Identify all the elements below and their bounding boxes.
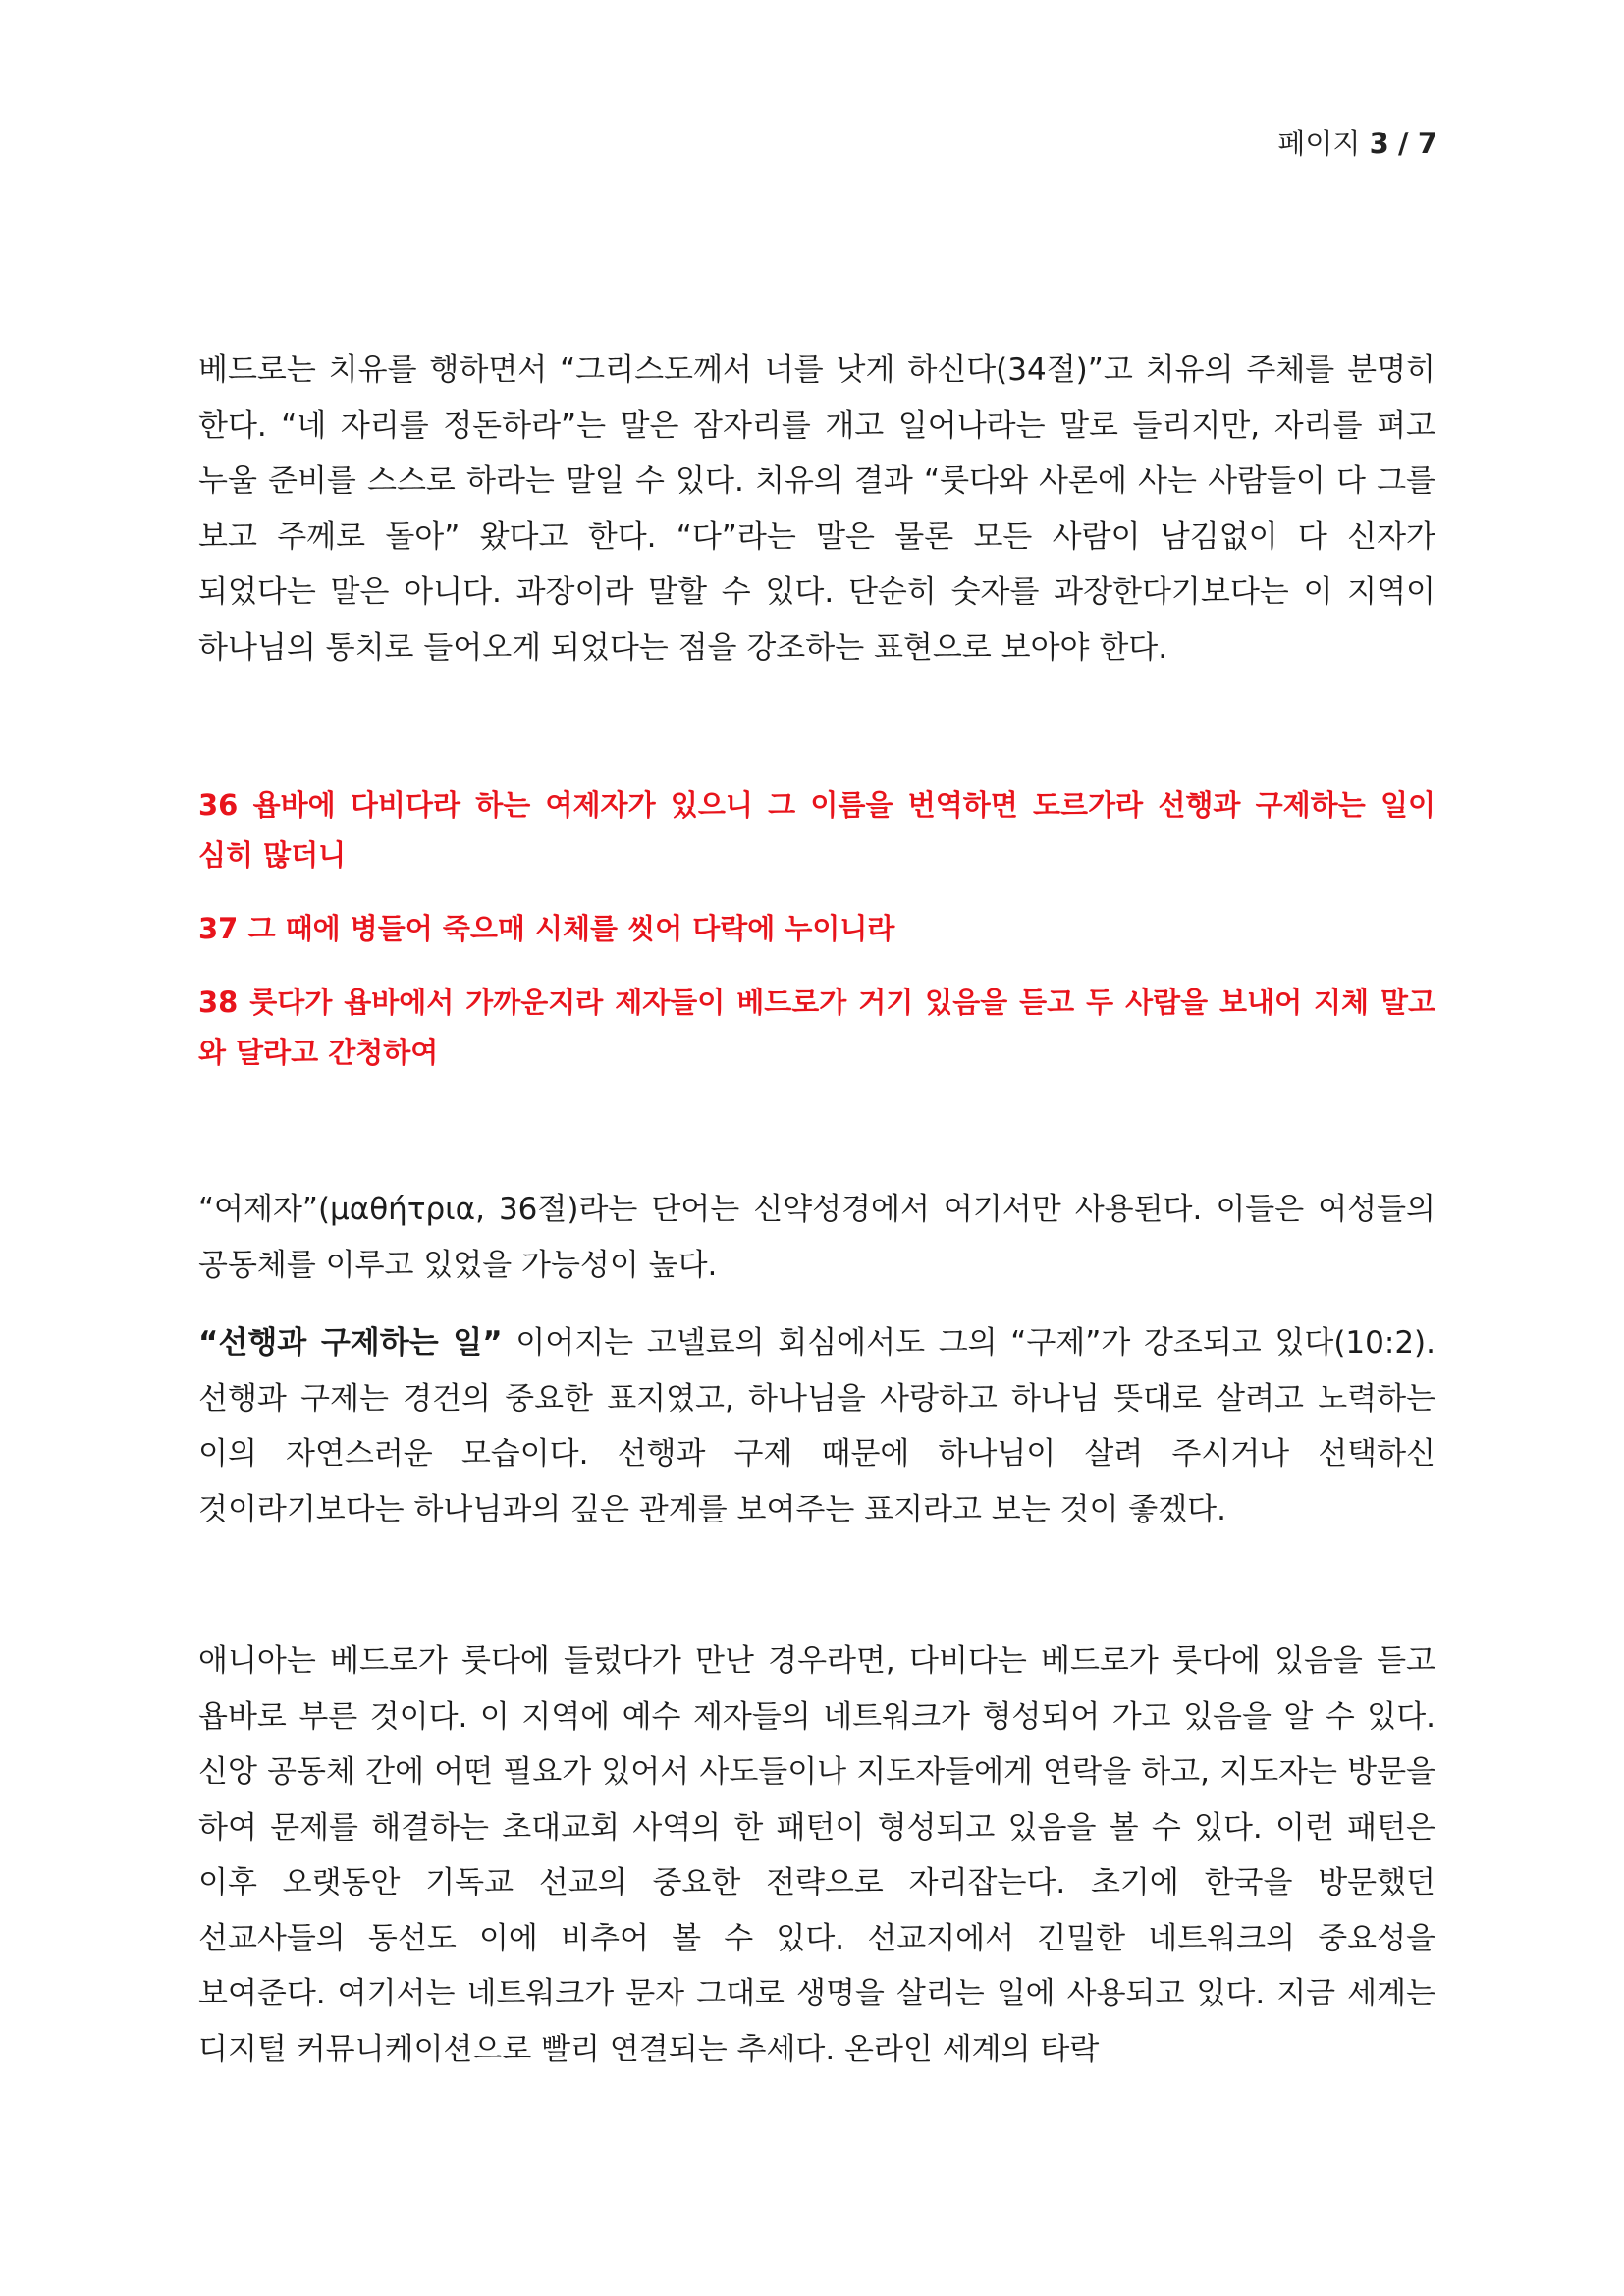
paragraph-rest: 이어지는 고넬료의 회심에서도 그의 “구제”가 강조되고 있다(10:2). 선행과 구제는 경건의 중요한 표지였고, 하나님을 사랑하고 하나님 뜻대로 살려고 노력하는 이의 자연스러운 모습이다. 선행과 구제 때문에 하나님이 살려 주시거나 선택하신 것이라기보다는 하나님과의 깊은 관계를 보여주는 표지라고 보는 것이 좋겠다. (198, 1325, 1435, 1527)
scripture-verse-38 (198, 978, 1435, 1078)
paragraph-text (198, 1315, 1435, 1537)
verse-text: 38 룻다가 욥바에서 가까운지라 제자들이 베드로가 거기 있음을 듣고 두 사람을 보내어 지체 말고 와 달라고 간청하여 (198, 986, 1435, 1069)
current-page: 3 (1369, 127, 1389, 160)
verse-text: 36 욥바에 다비다라 하는 여제자가 있으니 그 이름을 번역하면 도르가라 선행과 구제하는 일이 심히 많더니 (198, 788, 1435, 872)
commentary-paragraph-disciple (198, 1182, 1435, 1293)
commentary-paragraph-charity (198, 1315, 1435, 1537)
emphasized-phrase: “선행과 구제하는 일” (198, 1325, 503, 1361)
scripture-verse-36 (198, 780, 1435, 881)
commentary-paragraph-healing (198, 343, 1435, 675)
commentary-paragraph-network (198, 1633, 1435, 2077)
paragraph-text: “여제자”(μαθήτρια, 36절)라는 단어는 신약성경에서 여기서만 사용된다. 이들은 여성들의 공동체를 이루고 있었을 가능성이 높다. (198, 1192, 1435, 1283)
verse-text: 37 그 때에 병들어 죽으매 시체를 씻어 다락에 누이니라 (198, 912, 895, 945)
paragraph-text: 애니아는 베드로가 룻다에 들렀다가 만난 경우라면, 다비다는 베드로가 룻다에 있음을 듣고 욥바로 부른 것이다. 이 지역에 예수 제자들의 네트워크가 형성되어 가고 있음을 알 수 있다. 신앙 공동체 간에 어떤 필요가 있어서 사도들이나 지도자들에게 연락을 하고, 지도자는 방문을 하여 문제를 해결하는 초대교회 사역의 한 패턴이 형성되고 있음을 볼 수 있다. 이런 패턴은 이후 오랫동안 기독교 선교의 중요한 전략으로 자리잡는다. 초기에 한국을 방문했던 선교사들의 동선도 이에 비추어 볼 수 있다. 선교지에서 긴밀한 네트워크의 중요성을 보여준다. 여기서는 네트워크가 문자 그대로 생명을 살리는 일에 사용되고 있다. 지금 세계는 디지털 커뮤니케이션으로 빨리 연결되는 추세다. 온라인 세계의 타락 (198, 1643, 1435, 2067)
total-pages: 7 (1417, 127, 1437, 160)
page-label: 페이지 (1277, 127, 1361, 160)
page-separator: / (1398, 127, 1409, 160)
page-number (1277, 122, 1437, 162)
scripture-verse-37 (198, 904, 1435, 954)
paragraph-text: 베드로는 치유를 행하면서 “그리스도께서 너를 낫게 하신다(34절)”고 치유의 주체를 분명히 한다. “네 자리를 정돈하라”는 말은 잠자리를 개고 일어나라는 말로 들리지만, 자리를 펴고 누울 준비를 스스로 하라는 말일 수 있다. 치유의 결과 “룻다와 사론에 사는 사람들이 다 그를 보고 주께로 돌아” 왔다고 한다. “다”라는 말은 물론 모든 사람이 남김없이 다 신자가 되었다는 말은 아니다. 과장이라 말할 수 있다. 단순히 숫자를 과장한다기보다는 이 지역이 하나님의 통치로 들어오게 되었다는 점을 강조하는 표현으로 보아야 한다. (198, 352, 1435, 666)
